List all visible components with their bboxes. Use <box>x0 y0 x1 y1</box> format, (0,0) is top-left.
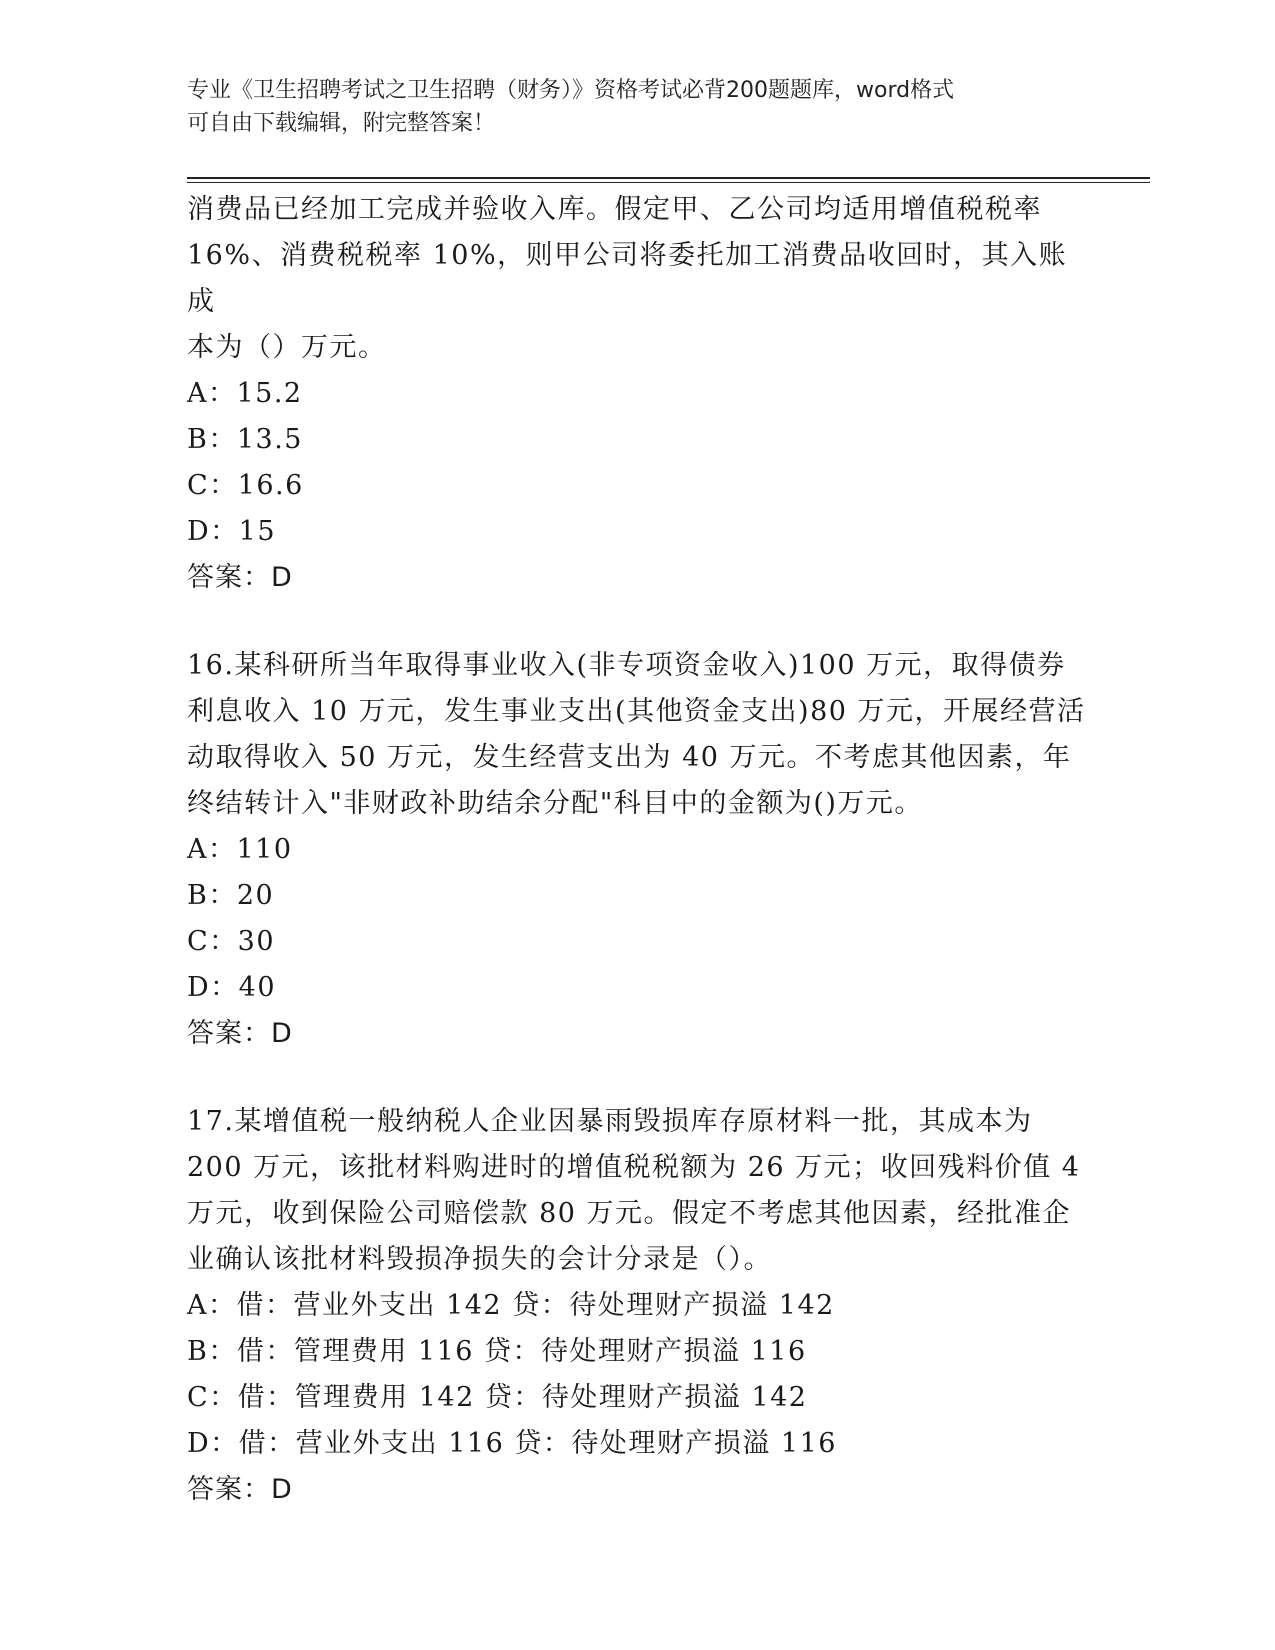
option-a: A：110 <box>187 834 293 865</box>
question-stem-line: 万元，收到保险公司赔偿款 80 万元。假定不考虑其他因素，经批准企 <box>187 1198 1072 1229</box>
option-c: C：30 <box>187 926 276 957</box>
question-spacer <box>187 1057 1087 1099</box>
option-a: A：15.2 <box>187 378 303 409</box>
option-d: D：借：营业外支出 116 贷：待处理财产损溢 116 <box>187 1428 837 1459</box>
option-b: B：借：管理费用 116 贷：待处理财产损溢 116 <box>187 1336 807 1367</box>
question-stem-line: 业确认该批材料毁损净损失的会计分录是（）。 <box>187 1244 772 1275</box>
answer-line: 答案：D <box>187 1474 293 1505</box>
question-stem-line: 本为（）万元。 <box>187 332 387 363</box>
question-stem-line: 动取得收入 50 万元，发生经营支出为 40 万元。不考虑其他因素，年 <box>187 742 1072 773</box>
option-c: C：16.6 <box>187 470 304 501</box>
question-17 <box>187 1099 1087 1513</box>
question-15 <box>187 187 1087 601</box>
question-stem-line: 16.某科研所当年取得事业收入(非专项资金收入)100 万元，取得债券 <box>187 650 1066 681</box>
question-list <box>187 187 1087 1513</box>
document-header <box>187 74 1067 140</box>
option-d: D：15 <box>187 516 277 547</box>
header-line-1: 专业《卫生招聘考试之卫生招聘（财务）》资格考试必背200题题库，word格式 <box>187 78 955 103</box>
question-stem-line: 终结转计入"非财政补助结余分配"科目中的金额为()万元。 <box>187 788 923 819</box>
header-divider <box>187 177 1150 183</box>
question-stem-line: 16%、消费税税率 10%，则甲公司将委托加工消费品收回时，其入账成 <box>187 240 1068 317</box>
question-stem-line: 200 万元，该批材料购进时的增值税税额为 26 万元；收回残料价值 4 <box>187 1152 1081 1183</box>
question-spacer <box>187 601 1087 643</box>
option-b: B：13.5 <box>187 424 303 455</box>
option-b: B：20 <box>187 880 275 911</box>
question-stem-line: 消费品已经加工完成并验收入库。假定甲、乙公司均适用增值税税率 <box>187 194 1042 225</box>
answer-line: 答案：D <box>187 562 293 593</box>
question-stem-line: 17.某增值税一般纳税人企业因暴雨毁损库存原材料一批，其成本为 <box>187 1106 1033 1137</box>
answer-line: 答案：D <box>187 1018 293 1049</box>
option-c: C：借：管理费用 142 贷：待处理财产损溢 142 <box>187 1382 808 1413</box>
option-a: A：借：营业外支出 142 贷：待处理财产损溢 142 <box>187 1290 835 1321</box>
question-stem-line: 利息收入 10 万元，发生事业支出(其他资金支出)80 万元，开展经营活 <box>187 696 1086 727</box>
header-line-2: 可自由下载编辑，附完整答案！ <box>187 111 496 136</box>
option-d: D：40 <box>187 972 277 1003</box>
question-16 <box>187 643 1087 1057</box>
